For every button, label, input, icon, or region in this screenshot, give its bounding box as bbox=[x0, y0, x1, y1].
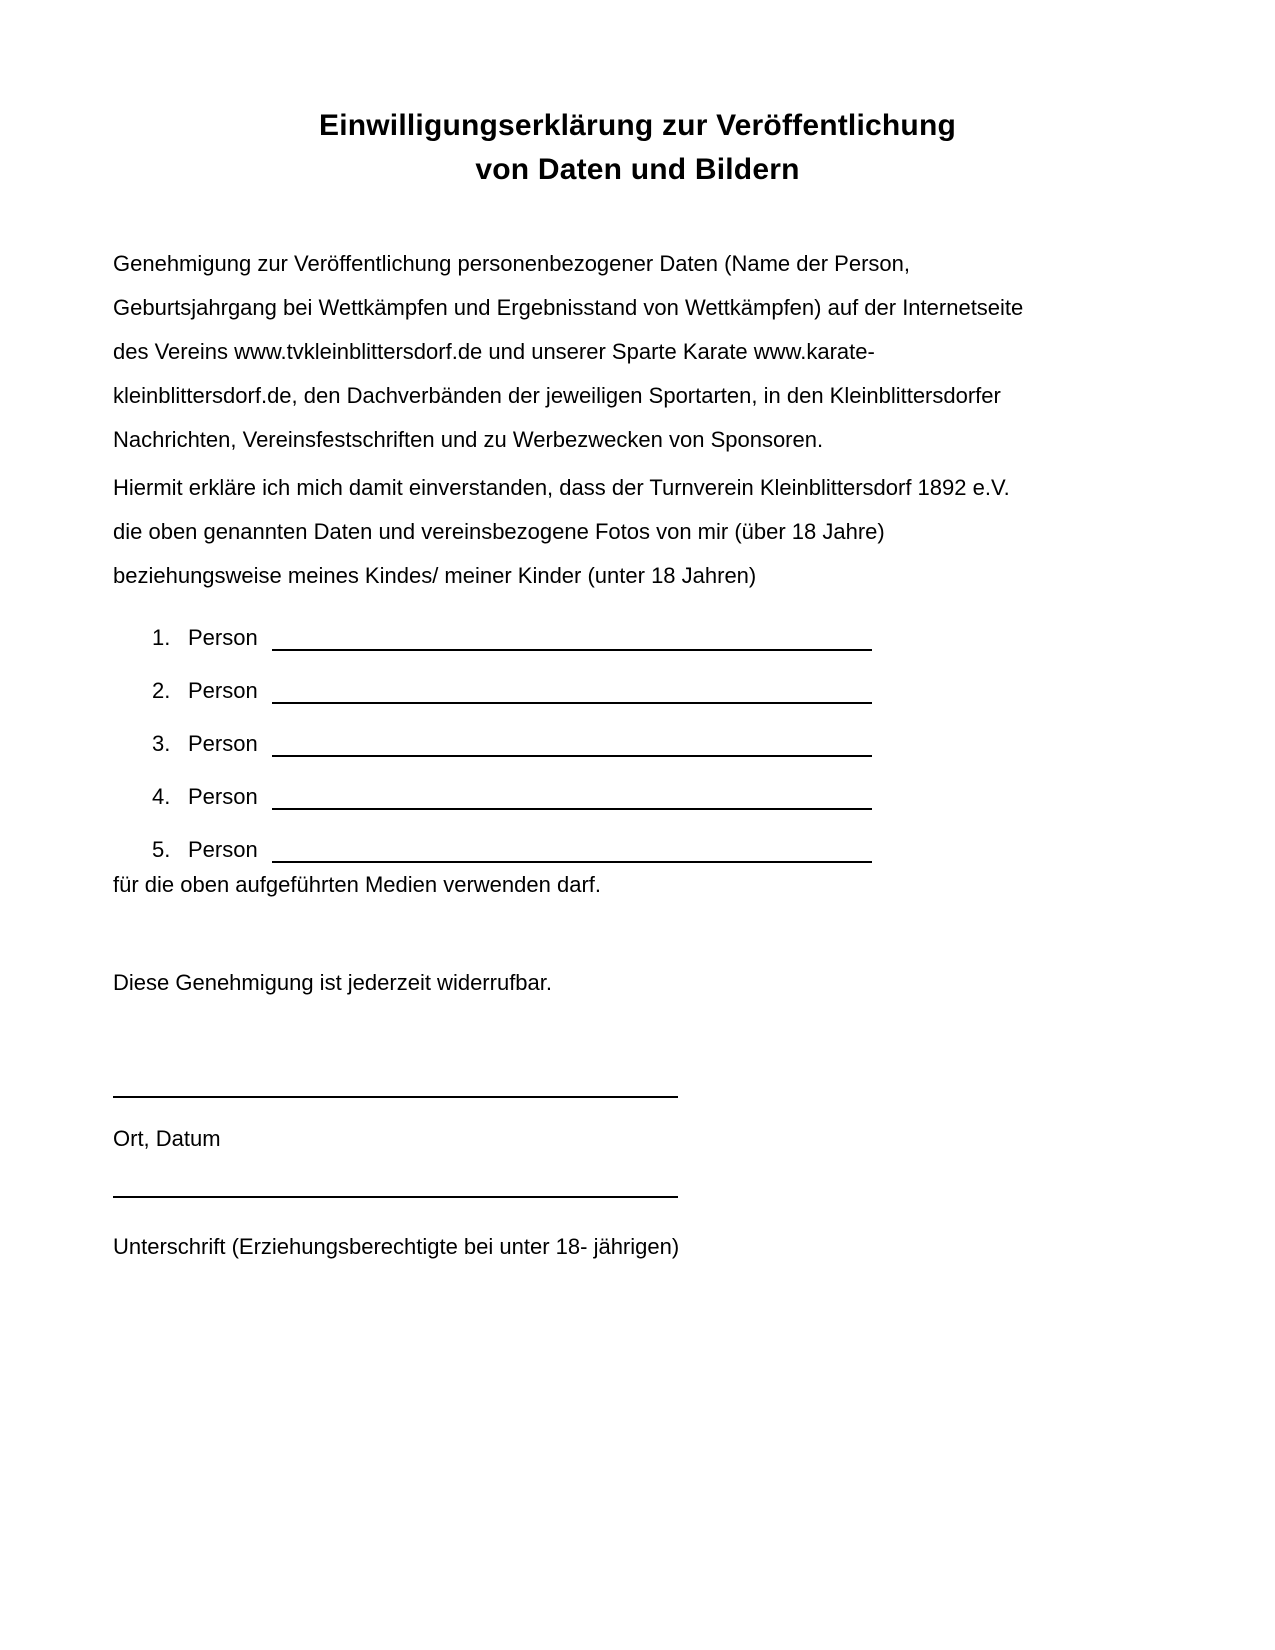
revocation-text: Diese Genehmigung ist jederzeit widerrufbar. bbox=[113, 970, 553, 995]
person-row-2 bbox=[113, 651, 1162, 704]
paragraph-line: die oben genannten Daten und vereinsbezogene Fotos von mir (über 18 Jahre) bbox=[113, 519, 885, 544]
person-label: Person bbox=[188, 625, 258, 650]
ort-datum-label: Ort, Datum bbox=[113, 1126, 221, 1151]
person-label: Person bbox=[188, 731, 258, 756]
paragraph-line: Hiermit erkläre ich mich damit einverstanden, dass der Turnverein Kleinblittersdorf 1892 e.V. bbox=[113, 475, 1010, 500]
paragraph-line: des Vereins www.tvkleinblittersdorf.de und unserer Sparte Karate www.karate- bbox=[113, 339, 875, 364]
paragraph-line: Nachrichten, Vereinsfestschriften und zu Werbezwecken von Sponsoren. bbox=[113, 427, 824, 452]
person-number: 1. bbox=[152, 625, 171, 650]
person-number: 5. bbox=[152, 837, 171, 862]
person-row-5 bbox=[113, 810, 1162, 863]
person-list bbox=[113, 598, 1162, 863]
title-line-1: Einwilligungserklärung zur Veröffentlichung bbox=[319, 109, 956, 142]
paragraph-line: Geburtsjahrgang bei Wettkämpfen und Ergebnisstand von Wettkämpfen) auf der Internetseite bbox=[113, 295, 1024, 320]
intro-paragraph bbox=[113, 242, 1162, 462]
person-number: 3. bbox=[152, 731, 171, 756]
person-5-blank bbox=[272, 808, 872, 863]
person-label: Person bbox=[188, 784, 258, 809]
person-row-1 bbox=[113, 598, 1162, 651]
person-1-blank bbox=[272, 596, 872, 651]
person-label: Person bbox=[188, 837, 258, 862]
signature-line-ort-datum bbox=[113, 1096, 678, 1098]
document-title bbox=[113, 104, 1162, 192]
person-2-blank bbox=[272, 649, 872, 704]
person-row-3 bbox=[113, 704, 1162, 757]
signature-line-unterschrift bbox=[113, 1196, 678, 1198]
person-row-4 bbox=[113, 757, 1162, 810]
person-label: Person bbox=[188, 678, 258, 703]
unterschrift-label: Unterschrift (Erziehungsberechtigte bei unter 18- jährigen) bbox=[113, 1234, 680, 1259]
paragraph-line: kleinblittersdorf.de, den Dachverbänden der jeweiligen Sportarten, in den Kleinblittersdorfer bbox=[113, 383, 1001, 408]
person-4-blank bbox=[272, 755, 872, 810]
person-number: 4. bbox=[152, 784, 171, 809]
media-usage-text: für die oben aufgeführten Medien verwenden darf. bbox=[113, 872, 601, 897]
person-number: 2. bbox=[152, 678, 171, 703]
paragraph-line: Genehmigung zur Veröffentlichung personenbezogener Daten (Name der Person, bbox=[113, 251, 910, 276]
person-3-blank bbox=[272, 702, 872, 757]
title-line-2: von Daten und Bildern bbox=[475, 153, 800, 186]
paragraph-line: beziehungsweise meines Kindes/ meiner Kinder (unter 18 Jahren) bbox=[113, 563, 757, 588]
consent-paragraph bbox=[113, 466, 1162, 598]
